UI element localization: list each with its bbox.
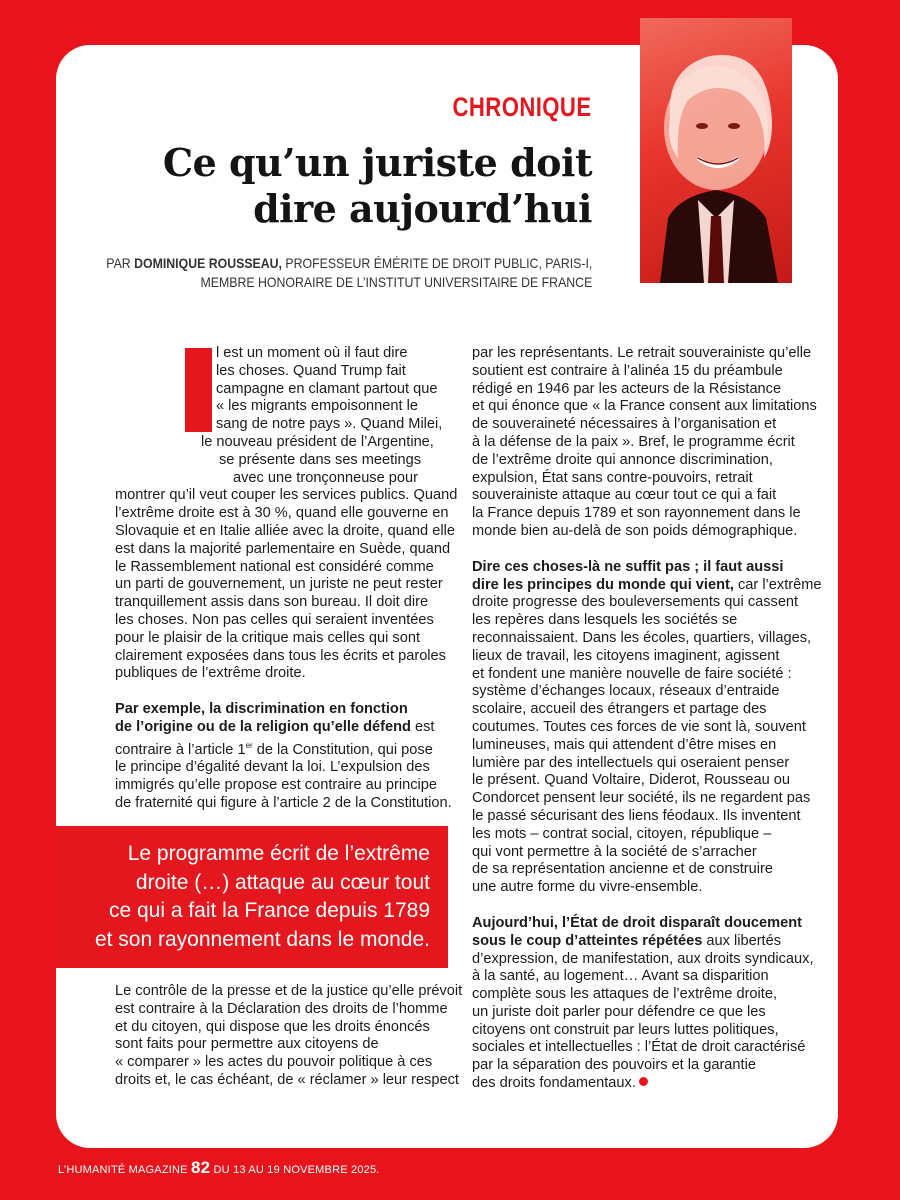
article-title (163, 140, 592, 232)
text-line: soutient est contraire à l’alinéa 15 du préambule (472, 362, 783, 379)
text-line: est contraire à la Déclaration des droits de l’homme (115, 1000, 448, 1017)
text-line: rédigé en 1946 par les acteurs de la Résistance (472, 380, 782, 397)
bold-lead: Par exemple, la discrimination en fonction (115, 701, 408, 718)
text-line: monde bien au-delà de son poids démographique. (472, 522, 798, 539)
text-line: un juriste doit parler pour défendre ce que les (472, 1003, 766, 1020)
end-bullet-icon (639, 1077, 648, 1086)
text-line: les choses. Non pas celles qui seraient inventées (115, 611, 434, 628)
text-line: scolaire, accueil des étrangers et partage des (472, 701, 767, 718)
text-line: par la séparation des pouvoirs et la garantie (472, 1057, 756, 1074)
text-line: campagne en clamant partout que (216, 380, 438, 397)
magazine-name: L’HUMANITÉ MAGAZINE (58, 1164, 191, 1176)
quote-line: et son rayonnement dans le monde. (94, 927, 430, 951)
column-left (115, 345, 458, 813)
text-line: Condorcet pensent leur société, ils ne regardent pas (472, 790, 811, 807)
text-line: qui vont permettre à la société de s’arracher (472, 843, 757, 860)
text-run: aux libertés (702, 932, 782, 949)
text-line: complète sous les attaques de l’extrême droite, (472, 986, 778, 1003)
text-run: de la Constitution, qui pose (252, 741, 433, 758)
text-line: un parti de gouvernement, un juriste ne peut rester (115, 576, 443, 593)
text-line: droits et, le cas échéant, de « réclamer » leur respect (115, 1071, 459, 1088)
text-line: tranquillement assis dans son bureau. Il doit dire (115, 594, 429, 611)
text-line: pour le plaisir de la critique mais celles qui sont (115, 629, 420, 646)
issue-dates: DU 13 AU 19 NOVEMBRE 2025. (210, 1164, 380, 1176)
text-line: Le contrôle de la presse et de la justice qu’elle prévoit (115, 983, 463, 999)
text-line: de l’extrême droite qui annonce discrimination, (472, 451, 773, 468)
text-line: le principe d’égalité devant la loi. L’expulsion des (115, 759, 430, 776)
author-portrait (640, 18, 792, 283)
text-line: lumineuses, mais qui attendent d’être mises en (472, 736, 777, 753)
text-line: le présent. Quand Voltaire, Diderot, Rousseau ou (472, 772, 791, 789)
text-line: d’expression, de manifestation, aux droits syndicaux, (472, 950, 814, 967)
text-line: Slovaquie et en Italie alliée avec la droite, quand elle (115, 522, 455, 539)
text-line: clairement exposées dans tous les écrits et paroles (115, 647, 446, 664)
text-line: sociales et intellectuelles : l’État de droit caractérisé (472, 1039, 806, 1056)
text-line: l est un moment où il faut dire (216, 345, 408, 361)
text-line: lumière par des intellectuels qui oseraient penser (472, 754, 790, 771)
text-line: les repères dans lesquels les sociétés se (472, 612, 738, 629)
title-line: Ce qu’un juriste doit (162, 140, 592, 185)
text-line: les mots – contrat social, citoyen, république – (472, 825, 772, 842)
text-line: de fraternité qui figure à l’article 2 de la Constitution. (115, 794, 452, 811)
text-line: souverainiste attaque au cœur tout ce qui a fait (472, 487, 777, 504)
byline-role: PROFESSEUR ÉMÉRITE DE DROIT PUBLIC, PARIS-I, (281, 255, 592, 271)
drop-cap (185, 348, 212, 432)
text-line: et qui énonce que « la France consent aux limitations (472, 398, 817, 415)
text-line: « comparer » les actes du pouvoir politique à ces (115, 1054, 433, 1071)
bold-lead: sous le coup d’atteintes répétées (472, 932, 703, 949)
text-line: sont faits pour permettre aux citoyens de (115, 1036, 379, 1053)
text-line: droite progresse des bouleversements qui cassent (472, 594, 799, 611)
text-line: sang de notre pays ». Quand Milei, (216, 416, 443, 433)
text-line: une autre forme du vivre-ensemble. (472, 879, 703, 896)
text-line: de sa représentation ancienne et de construire (472, 861, 773, 878)
quote-line: Le programme écrit de l’extrême (127, 842, 430, 865)
quote-line: ce qui a fait la France depuis 1789 (108, 899, 430, 922)
bold-lead: Aujourd’hui, l’État de droit disparaît doucement (472, 914, 802, 931)
byline-affiliation: MEMBRE HONORAIRE DE L’INSTITUT UNIVERSITAIRE DE FRANCE (200, 274, 592, 290)
text-line: et du citoyen, qui dispose que les droits énoncés (115, 1018, 430, 1035)
section-kicker: CHRONIQUE (452, 92, 592, 122)
text-line: avec une tronçonneuse pour (233, 469, 418, 486)
text-line: les choses. Quand Trump fait (216, 362, 406, 379)
text-line: et fondent une manière nouvelle de faire société : (472, 665, 792, 682)
superscript: er (245, 740, 253, 750)
bold-lead: Dire ces choses-là ne suffit pas ; il faut aussi (472, 558, 784, 575)
pull-quote (56, 826, 448, 968)
text-run: contraire à l’article 1 (115, 741, 246, 758)
text-line: à la santé, au logement… Avant sa disparition (472, 968, 769, 985)
text-line: système d’échanges locaux, réseaux d’entraide (472, 683, 780, 700)
column-right (472, 345, 822, 1093)
text-line: expulsion, État sans contre-pouvoirs, retrait (472, 469, 753, 486)
text-line: coutumes. Toutes ces forces de vie sont là, souvent (472, 718, 806, 735)
text-run: car l’extrême (733, 576, 822, 593)
bold-lead: dire les principes du monde qui vient, (472, 576, 734, 593)
text-line: immigrés qu’elle propose est contraire au principe (115, 777, 438, 794)
text-line: est dans la majorité parlementaire en Suède, quand (115, 540, 451, 557)
text-line: citoyens ont construit par leurs luttes politiques, (472, 1021, 779, 1038)
text-line: publiques de l’extrême droite. (115, 665, 306, 682)
text-line: de souveraineté nécessaires à l’organisation et (472, 416, 777, 433)
text-line: le passé sécurisant des liens féodaux. Ils inventent (472, 807, 801, 824)
page-footer (58, 1158, 380, 1178)
text-line: se présente dans ses meetings (219, 451, 421, 468)
byline-author: DOMINIQUE ROUSSEAU, (133, 255, 282, 271)
text-run: des droits fondamentaux. (472, 1075, 636, 1092)
text-line: reconnaissaient. Dans les écoles, quartiers, villages, (472, 629, 812, 646)
byline-prefix: PAR (105, 255, 134, 271)
text-line: lieux de travail, les citoyens imaginent, agissent (472, 647, 780, 664)
text-line: la France depuis 1789 et son rayonnement dans le (472, 505, 801, 522)
column-left-lower (115, 983, 463, 1090)
bold-lead: de l’origine ou de la religion qu’elle défend (115, 718, 411, 735)
text-line: à la défense de la paix ». Bref, le programme écrit (472, 433, 795, 450)
quote-line: droite (…) attaque au cœur tout (135, 870, 430, 894)
text-line: le Rassemblement national est considéré comme (115, 558, 434, 575)
text-line: le nouveau président de l’Argentine, (201, 433, 434, 450)
page-number: 82 (190, 1158, 211, 1177)
text-line: montrer qu’il veut couper les services publics. Quand (115, 487, 458, 504)
byline (106, 254, 592, 292)
text-line: l’extrême droite est à 30 %, quand elle gouverne en (115, 505, 449, 522)
text-run: est (410, 718, 435, 735)
text-line: « les migrants empoisonnent le (216, 398, 418, 415)
text-line: par les représentants. Le retrait souverainiste qu’elle (472, 345, 812, 361)
title-line: dire aujourd’hui (253, 186, 592, 231)
